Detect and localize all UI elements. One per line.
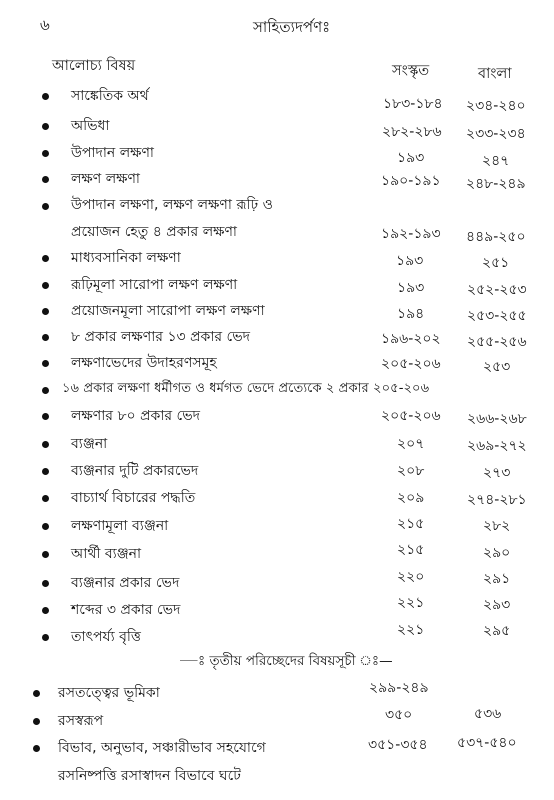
page-number: ৬ <box>40 16 50 34</box>
bangla-pages: ২৩৪-২৪০ <box>466 98 526 114</box>
sanskrit-pages: ২৮২-২৮৬ <box>382 124 442 140</box>
item-label: উপাদান লক্ষণা, লক্ষণ লক্ষণা রূঢ়ি ও <box>71 197 273 213</box>
sanskrit-pages: ১৯৩ <box>396 253 424 269</box>
bangla-pages: ৪৪৯-২৫০ <box>466 229 526 245</box>
sanskrit-pages: ২১৫ <box>397 516 425 532</box>
bullet-icon <box>42 123 49 130</box>
bullet-icon <box>42 607 49 614</box>
bangla-pages: ২৯৩ <box>483 597 511 613</box>
item-label: ৮ প্রকার লক্ষণার ১৩ প্রকার ভেদ <box>71 329 250 345</box>
column-heading-topic: আলোচ্য বিষয় <box>52 58 136 74</box>
sanskrit-pages: ২০৯ <box>397 490 425 506</box>
bangla-pages: ৫৩৬ <box>474 706 502 722</box>
bangla-pages: ২৫১ <box>482 255 510 271</box>
bullet-icon <box>42 523 49 530</box>
bangla-pages: ২৯১ <box>483 571 511 587</box>
bullet-icon <box>33 690 40 697</box>
bullet-icon <box>42 413 49 420</box>
bangla-pages: ৫৩৭-৫৪০ <box>457 735 517 751</box>
bullet-icon <box>42 255 49 262</box>
sanskrit-pages: ২০৫-২০৬ <box>381 356 441 372</box>
item-label: প্রয়োজনমূলা সারোপা লক্ষণ লক্ষণা <box>71 303 265 319</box>
item-label: তাৎপর্য্য বৃত্তি <box>71 629 141 645</box>
bangla-pages: ২৩৩-২৩৪ <box>466 126 526 142</box>
sanskrit-pages: ২২০ <box>397 569 425 585</box>
sanskrit-pages: ২১৫ <box>397 542 425 558</box>
item-label: ব্যঞ্জনার দুটি প্রকারভেদ <box>71 463 199 479</box>
sanskrit-pages: ১৯০-১৯১ <box>381 173 441 189</box>
bangla-pages: ২৫৩ <box>483 359 511 375</box>
item-label: উপাদান লক্ষণা <box>71 145 154 161</box>
sanskrit-pages: ২০৫-২০৬ <box>381 408 441 424</box>
bullet-icon <box>42 634 49 641</box>
bullet-icon <box>33 718 40 725</box>
bangla-pages: ২৫৩-২৫৫ <box>467 308 527 324</box>
running-head: সাহিত্যদর্পণঃ <box>253 18 331 36</box>
item-label-continued: প্রয়োজন হেতু ৪ প্রকার লক্ষণা <box>71 224 237 240</box>
sanskrit-pages: ১৯২-১৯৩ <box>381 226 441 242</box>
sanskrit-pages: ৩৫১-৩৫৪ <box>368 737 428 753</box>
bullet-icon <box>42 441 49 448</box>
bangla-pages: ২৫২-২৫৩ <box>467 282 527 298</box>
sanskrit-pages: ১৯৩ <box>397 280 425 296</box>
bullet-icon <box>42 176 49 183</box>
item-label: রসতত্ত্বের ভূমিকা <box>58 685 160 701</box>
item-label: লক্ষণামূলা ব্যঞ্জনা <box>71 518 169 534</box>
column-heading-bangla: বাংলা <box>478 66 512 82</box>
section-heading: —ঃ তৃতীয় পরিচ্ছেদের বিষয়সূচী ঃ— <box>180 653 393 669</box>
item-label: লক্ষণাভেদের উদাহরণসমূহ <box>71 355 217 371</box>
item-label: রসস্বরূপ <box>58 713 104 729</box>
item-label-continued: রসনিষ্পত্তি রসাস্বাদন বিভাবে ঘটে <box>58 768 241 784</box>
bullet-icon <box>42 282 49 289</box>
bangla-pages: ২৭৪-২৮১ <box>467 492 527 508</box>
bullet-icon <box>42 580 49 587</box>
sanskrit-pages: ২০৮ <box>397 463 425 479</box>
bullet-icon <box>42 551 49 558</box>
bangla-pages: ২৫৫-২৫৬ <box>467 334 527 350</box>
bangla-pages: ২৬৯-২৭২ <box>467 438 527 454</box>
bullet-icon <box>33 745 40 752</box>
sanskrit-pages: ১৯৪ <box>397 306 425 322</box>
item-label: লক্ষণ লক্ষণা <box>71 171 140 187</box>
item-label: মাধ্যবসানিকা লক্ষণা <box>71 250 181 266</box>
bullet-icon <box>42 387 49 394</box>
bullet-icon <box>42 150 49 157</box>
bullet-icon <box>42 203 49 210</box>
bullet-icon <box>42 468 49 475</box>
sanskrit-pages: ২০৭ <box>397 436 425 452</box>
item-label: লক্ষণার ৮০ প্রকার ভেদ <box>71 408 201 424</box>
bullet-icon <box>42 360 49 367</box>
item-label: ব্যঞ্জনার প্রকার ভেদ <box>71 575 180 591</box>
item-label: আর্থী ব্যঞ্জনা <box>71 546 142 562</box>
item-label: বিভাব, অনুভাব, সঞ্চারীভাব সহযোগে <box>58 740 266 756</box>
sanskrit-pages: ১৯৩ <box>397 150 425 166</box>
sanskrit-pages: ৩৫০ <box>385 707 413 723</box>
bangla-pages: ২৪৮-২৪৯ <box>466 176 526 192</box>
column-heading-sanskrit: সংস্কৃত <box>392 63 430 79</box>
sanskrit-pages: ২৯৯-২৪৯ <box>369 680 429 696</box>
bullet-icon <box>42 93 49 100</box>
item-label: ১৬ প্রকার লক্ষণা ধর্মীগত ও ধর্মগত ভেদে প্রত্যেকে ২ প্রকার ২০৫-২০৬ <box>62 381 430 396</box>
sanskrit-pages: ২২১ <box>397 595 425 611</box>
sanskrit-pages: ২২১ <box>397 622 425 638</box>
bullet-icon <box>42 334 49 341</box>
item-label: অভিধা <box>71 118 110 134</box>
bangla-pages: ২৯৫ <box>483 623 511 639</box>
sanskrit-pages: ১৮৩-১৮৪ <box>383 96 443 112</box>
bullet-icon <box>42 495 49 502</box>
item-label: ব্যঞ্জনা <box>71 436 108 452</box>
item-label: বাচ্যার্থ বিচারের পদ্ধতি <box>71 490 196 506</box>
item-label: শব্দের ৩ প্রকার ভেদ <box>71 602 181 618</box>
item-label: সাঙ্কেতিক অর্থ <box>71 88 149 104</box>
bangla-pages: ২৭৩ <box>483 465 511 481</box>
item-label: রূঢ়িমূলা সারোপা লক্ষণ লক্ষণা <box>71 277 238 293</box>
bangla-pages: ২৬৬-২৬৮ <box>467 411 527 427</box>
bangla-pages: ২৪৭ <box>482 153 510 169</box>
bangla-pages: ২৮২ <box>483 518 511 534</box>
bangla-pages: ২৯০ <box>483 545 511 561</box>
sanskrit-pages: ১৯৬-২০২ <box>381 331 441 347</box>
bullet-icon <box>42 308 49 315</box>
